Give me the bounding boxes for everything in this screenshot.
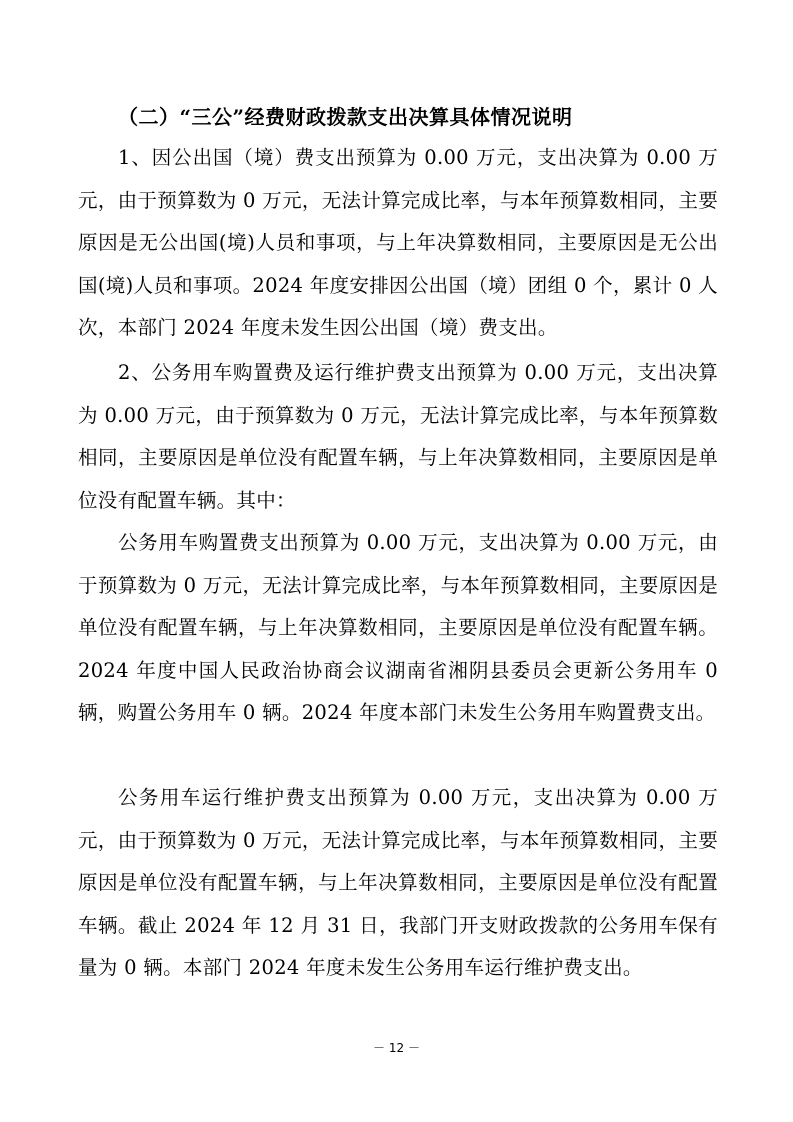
- paragraph-vehicle-maintenance: 公务用车运行维护费支出预算为 0.00 万元，支出决算为 0.00 万元，由于预算数为 0 万元，无法计算完成比率，与本年预算数相同，主要原因是单位没有配置车辆，与上年决算数相同，主要原因是单位没有配置车辆。截止 2024 年 12 月 31 日，我部门开支财政拨款的公务用车保有量为 0 辆。本部门 2024 年度未发生公务用车运行维护费支出。: [78, 786, 718, 979]
- paragraph-overseas-travel: 1、因公出国（境）费支出预算为 0.00 万元，支出决算为 0.00 万元，由于预算数为 0 万元，无法计算完成比率，与本年预算数相同，主要原因是无公出国(境)人员和事项，与上年决算数相同，主要原因是无公出国(境)人员和事项。2024 年度安排因公出国（境）团组 0 个，累计 0 人次，本部门 2024 年度未发生因公出国（境）费支出。: [78, 146, 718, 339]
- paragraph-vehicle-overview: 2、公务用车购置费及运行维护费支出预算为 0.00 万元，支出决算为 0.00 万元，由于预算数为 0 万元，无法计算完成比率，与本年预算数相同，主要原因是单位没有配置车辆，与上年决算数相同，主要原因是单位没有配置车辆。其中：: [78, 361, 718, 512]
- section-heading: （二）“三公”经费财政拨款支出决算具体情况说明: [118, 105, 573, 129]
- page-number: － 12 －: [373, 1041, 420, 1055]
- paragraph-vehicle-purchase: 公务用车购置费支出预算为 0.00 万元，支出决算为 0.00 万元，由于预算数为 0 万元，无法计算完成比率，与本年预算数相同，主要原因是单位没有配置车辆，与上年决算数相同，主要原因是单位没有配置车辆。2024 年度中国人民政治协商会议湖南省湘阴县委员会更新公务用车 0 辆，购置公务用车 0 辆。2024 年度本部门未发生公务用车购置费支出。: [78, 531, 718, 724]
